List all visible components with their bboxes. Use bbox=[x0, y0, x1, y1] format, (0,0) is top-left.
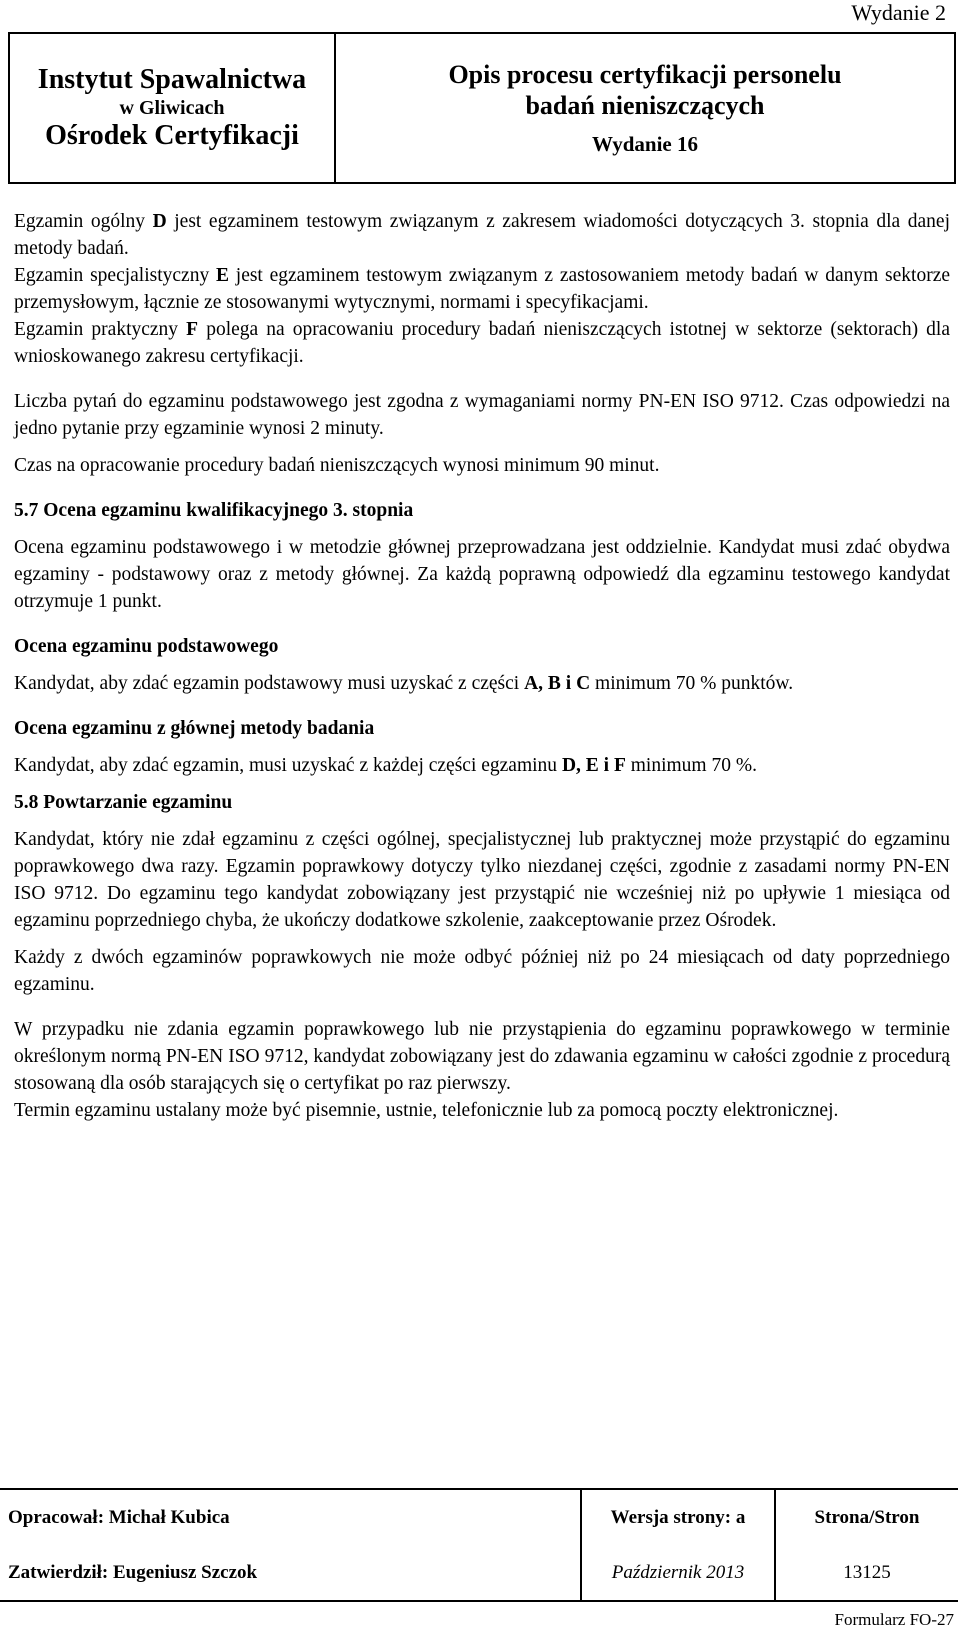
organization-block bbox=[10, 34, 336, 182]
paragraph-retake-failure: W przypadku nie zdania egzamin poprawkowego lub nie przystąpienia do egzaminu poprawkowego w terminie określonym normą PN-EN ISO 9712, kandydat zobowiązany jest do zdawania egzaminu w całości zgodnie z procedurą stosowaną dla osób starających się o certyfikat po raz pierwszy. bbox=[14, 1019, 950, 1094]
paragraph-retake-rules: Kandydat, który nie zdał egzaminu z części ogólnej, specjalistycznej lub praktycznej może przystąpić do egzaminu poprawkowego dwa razy. Egzamin poprawkowy dotyczy tylko niezdanej części, zgodnie z zasadami normy PN-EN ISO 9712. Do egzaminu tego kandydat zobowiązany jest przystąpić nie wcześniej niż po upływie 1 miesiąca od egzaminu poprzedniego chyba, że ukończy dodatkowe szkolenie, zaakceptowanie przez Ośrodek. bbox=[14, 829, 950, 931]
paragraph-text: minimum 70 %. bbox=[625, 755, 757, 776]
org-unit: Ośrodek Certyfikacji bbox=[45, 119, 299, 151]
page-count-value: 13125 bbox=[774, 1545, 958, 1600]
paragraph-text: Kandydat, aby zdać egzamin, musi uzyskać z każdej części egzaminu bbox=[14, 755, 562, 776]
paragraph-question-count: Liczba pytań do egzaminu podstawowego jest zgodna z wymaganiami normy PN-EN ISO 9712. Czas odpowiedzi na jedno pytanie przy egzaminie wynosi 2 minuty. bbox=[14, 391, 950, 439]
page-count-label: Strona/Stron bbox=[774, 1490, 958, 1545]
page-version-label: Wersja strony: a bbox=[580, 1490, 774, 1545]
paragraph-text: jest egzaminem testowym związanym z zastosowaniem metody badań w danym sektorze przemysłowym, łącznie ze stosowanymi wytycznymi, normami i specyfikacjami. bbox=[14, 265, 951, 313]
paragraph-text: Egzamin ogólny bbox=[14, 211, 153, 232]
paragraph-retake-deadline: Każdy z dwóch egzaminów poprawkowych nie może odbyć później niż po 24 miesiącach od daty poprzedniego egzaminu. bbox=[14, 947, 950, 995]
org-location: w Gliwicach bbox=[119, 96, 225, 119]
subheading-main-method-exam: Ocena egzaminu z głównej metody badania bbox=[14, 718, 375, 739]
paragraph-text: minimum 70 % punktów. bbox=[590, 673, 794, 694]
edition-top-right: Wydanie 2 bbox=[851, 0, 946, 25]
paragraph-exam-d bbox=[14, 208, 950, 262]
document-header bbox=[8, 32, 956, 184]
form-code: Formularz FO-27 bbox=[834, 1610, 954, 1629]
section-heading-5-8: 5.8 Powtarzanie egzaminu bbox=[14, 792, 233, 813]
approved-by: Zatwierdził: Eugeniusz Szczok bbox=[8, 1561, 258, 1583]
paragraph-procedure-time: Czas na opracowanie procedury badań nieniszczących wynosi minimum 90 minut. bbox=[14, 455, 660, 476]
paragraph-exam-date: Termin egzaminu ustalany może być pisemnie, ustnie, telefonicznie lub za pomocą poczty elektronicznej. bbox=[14, 1100, 839, 1121]
paragraph-text: jest egzaminem testowym związanym z zakresem wiadomości dotyczących 3. stopnia dla danej metody badań. bbox=[14, 211, 950, 259]
paragraph-exam-f bbox=[14, 316, 950, 370]
exam-parts: A, B i C bbox=[524, 673, 591, 694]
document-edition: Wydanie 16 bbox=[592, 131, 698, 156]
exam-code: F bbox=[186, 319, 199, 340]
exam-parts: D, E i F bbox=[561, 755, 626, 776]
exam-code: E bbox=[215, 265, 229, 286]
section-heading-5-7: 5.7 Ocena egzaminu kwalifikacyjnego 3. stopnia bbox=[14, 500, 414, 521]
org-name: Instytut Spawalnictwa bbox=[37, 64, 307, 96]
document-body bbox=[14, 208, 950, 1124]
paragraph-main-method-pass bbox=[14, 752, 950, 779]
document-title-line2: badań nieniszczących bbox=[525, 91, 765, 121]
paragraph-text: Egzamin specjalistyczny bbox=[14, 265, 216, 286]
paragraph-text: Kandydat, aby zdać egzamin podstawowy musi uzyskać z części bbox=[14, 673, 525, 694]
exam-code: D bbox=[152, 211, 167, 232]
paragraph-basic-exam-pass bbox=[14, 670, 950, 697]
document-title-line1: Opis procesu certyfikacji personelu bbox=[448, 60, 842, 90]
paragraph-text: polega na opracowaniu procedury badań nieniszczących istotnej w sektorze (sektorach) dla wnioskowanego zakresu certyfikacji. bbox=[14, 319, 950, 367]
paragraph-evaluation: Ocena egzaminu podstawowego i w metodzie głównej przeprowadzana jest oddzielnie. Kandydat musi zdać obydwa egzaminy - podstawowy oraz z metody głównej. Za każdą poprawną odpowiedź dla egzaminu testowego kandydat otrzymuje 1 punkt. bbox=[14, 537, 950, 612]
prepared-by: Opracował: Michał Kubica bbox=[8, 1506, 230, 1528]
version-date: Październik 2013 bbox=[580, 1545, 774, 1600]
subheading-basic-exam: Ocena egzaminu podstawowego bbox=[14, 636, 279, 657]
document-footer bbox=[0, 1488, 958, 1602]
document-title-block bbox=[336, 34, 954, 182]
paragraph-exam-e bbox=[14, 262, 950, 316]
paragraph-text: Egzamin praktyczny bbox=[14, 319, 187, 340]
